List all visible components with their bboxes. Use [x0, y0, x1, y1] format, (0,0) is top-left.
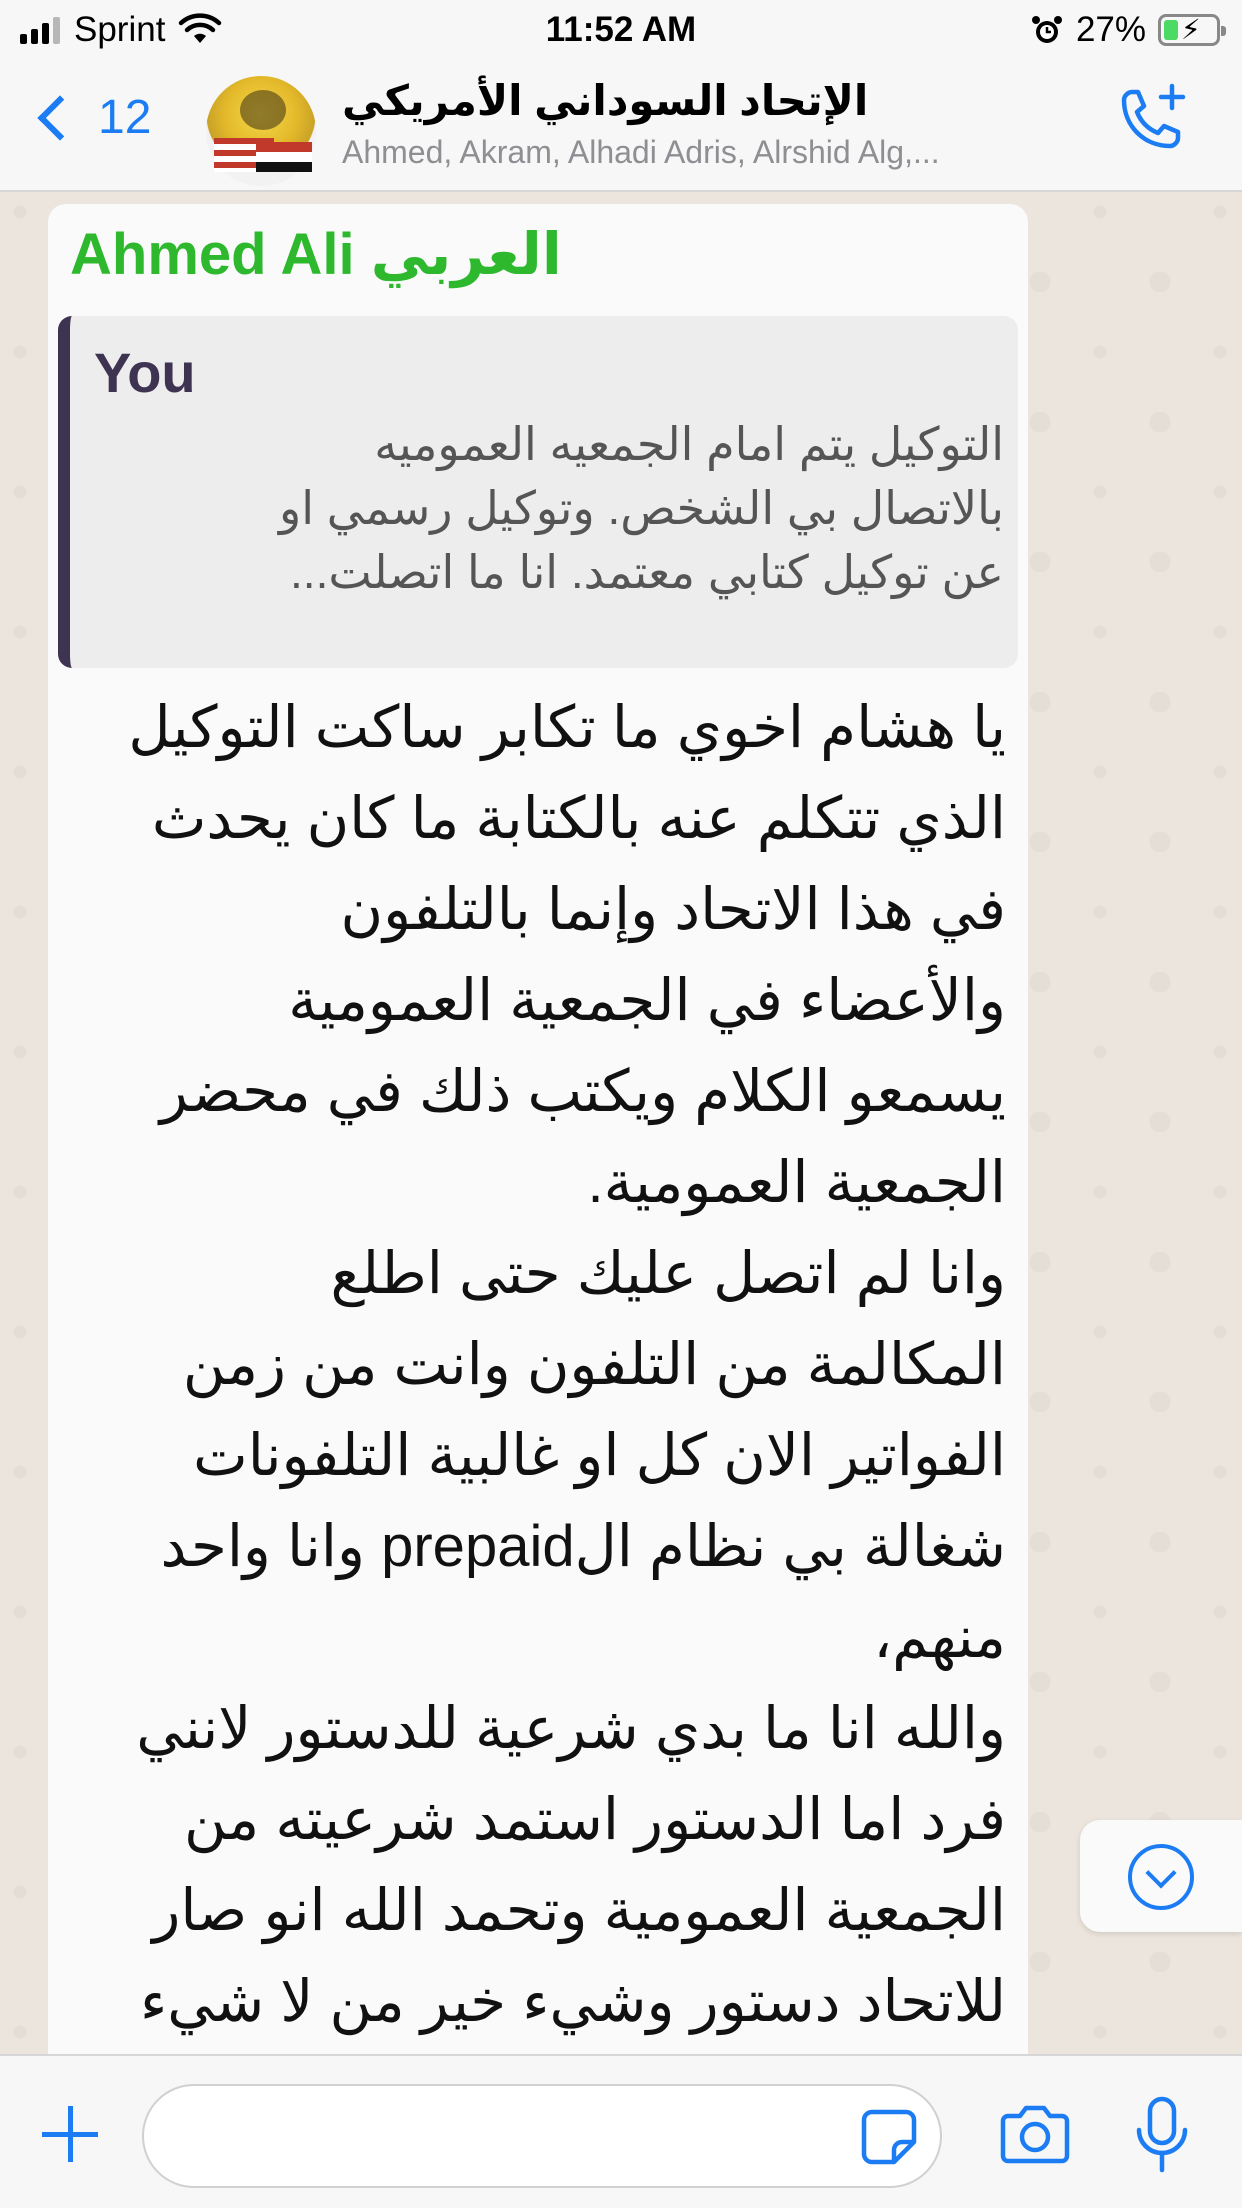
message-bubble[interactable] — [48, 204, 1028, 2104]
message-line: الجمعية العمومية. — [587, 1150, 1006, 1215]
message-line: الفواتير الان كل او غالبية التلفونات — [193, 1423, 1006, 1488]
message-line: يا هشام اخوي ما تكابر ساكت التوكيل — [128, 695, 1006, 760]
sender-name[interactable]: Ahmed Ali العربي — [70, 222, 562, 287]
battery-percent: 27% — [1075, 10, 1146, 49]
microphone-icon[interactable] — [1132, 2096, 1192, 2174]
group-avatar[interactable] — [206, 76, 316, 186]
message-text — [66, 682, 1006, 2138]
plus-icon[interactable] — [42, 2106, 98, 2162]
status-time: 11:52 AM — [545, 10, 697, 49]
alarm-icon — [1030, 13, 1064, 47]
battery-fill — [1164, 20, 1178, 40]
battery-icon — [1158, 14, 1220, 46]
message-line: الذي تتكلم عنه بالكتابة ما كان يحدث — [151, 786, 1006, 851]
charging-bolt-icon: ⚡ — [1181, 14, 1201, 45]
carrier-label: Sprint — [74, 10, 166, 49]
message-line: للاتحاد دستور وشيء خير من لا شيء — [139, 1969, 1006, 2034]
message-line: يسمعو الكلام ويكتب ذلك في محضر — [159, 1059, 1006, 1124]
message-line: شغالة بي نظام الprepaid وانا واحد — [160, 1514, 1006, 1579]
quote-text: التوكيل يتم امام الجمعيه العموميه بالاتصال بي الشخص. وتوكيل رسمي او عن توكيل كتابي معتمد. انا ما اتصلت... — [279, 418, 1004, 598]
quote-author: You — [94, 341, 196, 404]
status-right — [1030, 10, 1220, 50]
message-line: منهم، — [873, 1605, 1006, 1670]
message-line: في هذا الاتحاد وإنما بالتلفون — [340, 877, 1006, 942]
group-title[interactable]: الإتحاد السوداني الأمريكي — [342, 77, 869, 124]
add-call-icon[interactable] — [1110, 82, 1190, 162]
group-members[interactable]: Ahmed, Akram, Alhadi Adris, Alrshid Alg,... — [342, 134, 940, 170]
camera-icon[interactable] — [1000, 2102, 1070, 2164]
status-bar — [0, 0, 1242, 62]
message-input[interactable] — [142, 2084, 942, 2188]
back-chevron-icon — [37, 95, 82, 140]
message-line: والأعضاء في الجمعية العمومية — [288, 968, 1006, 1033]
chevron-down-icon — [1128, 1844, 1194, 1910]
message-line: فرد اما الدستور استمد شرعيته من — [184, 1787, 1006, 1852]
sudan-flag-image — [256, 142, 312, 172]
message-composer — [0, 2054, 1242, 2208]
message-line: وانا لم اتصل عليك حتى اطلع — [330, 1241, 1006, 1306]
chat-header — [0, 62, 1242, 192]
sticker-icon[interactable] — [860, 2108, 918, 2166]
quoted-reply[interactable] — [58, 316, 1018, 668]
message-line: المكالمة من التلفون وانت من زمن — [182, 1332, 1006, 1397]
message-line: والله انا ما بدي شرعية للدستور لانني — [136, 1696, 1006, 1761]
back-button[interactable] — [30, 90, 151, 145]
chat-area[interactable] — [0, 192, 1242, 2054]
scroll-to-bottom-button[interactable] — [1080, 1820, 1242, 1932]
unread-count: 12 — [98, 91, 152, 144]
message-line: الجمعية العمومية وتحمد الله انو صار — [152, 1878, 1006, 1943]
